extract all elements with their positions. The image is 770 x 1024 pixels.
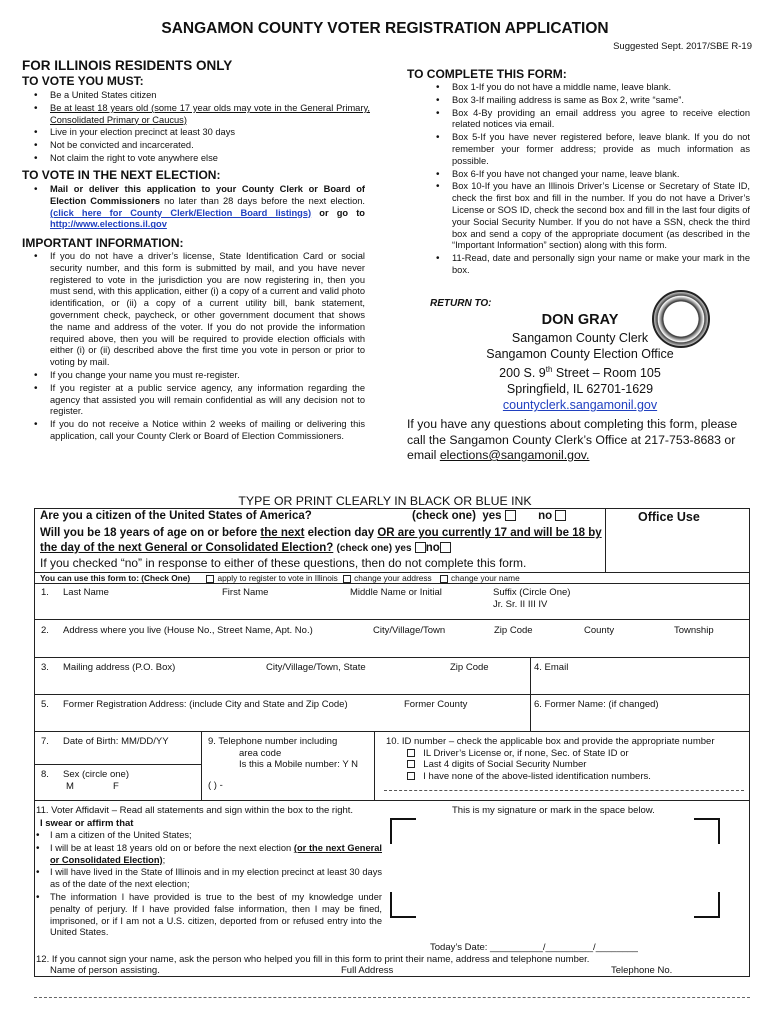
complete-item: • Box 4-By providing an email address you agree to receive election related notices via email.	[432, 108, 750, 132]
id-number-section: 10. ID number – check the applicable box and provide the appropriate number IL Driver’s License or, if none, Sec. of State ID or Last 4 digits of Social Security Number I have none of the above-listed identification numbers.	[386, 736, 715, 782]
signature-label: This is my signature or mark in the space below.	[452, 805, 655, 816]
clerk-street: 200 S. 9th Street – Room 105	[499, 365, 661, 381]
change-address-checkbox[interactable]	[343, 575, 351, 583]
must-item: • Be at least 18 years old (some 17 year olds may vote in the General Primary, Consolidated Primary or Caucus)	[30, 103, 370, 127]
assistant-instruction: 12. If you cannot sign your name, ask the person who helped you fill in this form to print their name, address and telephone number.	[36, 954, 590, 965]
complete-item: • Box 5-If you have never registered before, leave blank. If you do not remember your former address; provide as much information as possible.	[432, 132, 750, 167]
next-election-item	[30, 184, 365, 231]
complete-item: • 11-Read, date and personally sign your name or make your mark in the box.	[432, 253, 750, 277]
affidavit-heading: 11. Voter Affidavit – Read all statements and sign within the box to the right.	[36, 805, 354, 816]
middle-name-field[interactable]: Middle Name or Initial	[350, 587, 442, 598]
row2-num: 2.	[41, 625, 49, 636]
questions-text: If you have any questions about completing this form, please call the Sangamon County Clerk’s Office at 217-753-8683 or email elections@sangamonil.gov.	[407, 417, 738, 462]
next-election-bold: Mail or deliver this application to your County Clerk or Board of Election Commissioners	[50, 184, 365, 206]
complete-item: • Box 1-If you do not have a middle name, leave blank.	[432, 82, 750, 94]
complete-item: • Box 10-If you have an Illinois Driver’s License or Secretary of State ID, check the first box and fill in the number. If you do not have a Driver’s License or SOS ID, check the second box and fill in the last four digits of your Social Security Number. If you do not have a SSN, check the third box and send a copy of the appropriate document (as described in the “Important Information” section) along with this form.	[432, 181, 750, 252]
next-election-list	[30, 184, 365, 232]
mailing-city-field[interactable]: City/Village/Town, State	[266, 662, 366, 673]
suffix-options[interactable]: Jr. Sr. II III IV	[493, 599, 548, 610]
important-item: • If you register at a public service agency, any information regarding the agency that assisted you will remain confidential as will any decision not to register.	[30, 383, 365, 418]
age-yes-checkbox[interactable]	[415, 542, 426, 553]
sex-female-option[interactable]: F	[113, 781, 119, 792]
residence-address-field[interactable]: Address where you live (House No., Street Name, Apt. No.)	[63, 625, 313, 636]
must-item: • Live in your election precinct at least 30 days	[30, 127, 370, 139]
must-item: • Not be convicted and incarcerated.	[30, 140, 370, 152]
citizen-no-checkbox[interactable]	[555, 510, 566, 521]
former-address-field[interactable]: Former Registration Address: (include City and State and Zip Code)	[63, 699, 348, 710]
no-id-checkbox[interactable]	[407, 772, 415, 780]
complete-item: • Box 6-If you have not changed your name, leave blank.	[432, 169, 750, 181]
affidavit-item: • I am a citizen of the United States;	[32, 830, 382, 842]
first-name-field[interactable]: First Name	[222, 587, 269, 598]
mailing-address-field[interactable]: Mailing address (P.O. Box)	[63, 662, 176, 673]
no-warning: If you checked “no” in response to either of these questions, then do not complete this form.	[40, 556, 527, 570]
assistant-name-field[interactable]: Name of person assisting.	[50, 965, 160, 976]
clerk-title: Sangamon County Clerk	[511, 331, 649, 345]
form-version: Suggested Sept. 2017/SBE R-19	[613, 41, 752, 52]
important-item: • If you change your name you must re-register.	[30, 370, 365, 382]
important-item: • If you do not receive a Notice within 2 weeks of mailing or delivering this application, call your County Clerk or Board of Election Commissioners.	[30, 419, 365, 443]
use-form-row: You can use this form to: (Check One) apply to register to vote in Illinois change your address change your name	[40, 573, 520, 583]
last-name-field[interactable]: Last Name	[63, 587, 109, 598]
important-heading: IMPORTANT INFORMATION:	[22, 236, 184, 250]
complete-list	[432, 82, 750, 278]
illinois-heading: FOR ILLINOIS RESIDENTS ONLY	[22, 58, 233, 73]
form-title: SANGAMON COUNTY VOTER REGISTRATION APPLICATION	[161, 20, 609, 37]
citizen-yes-checkbox[interactable]	[505, 510, 516, 521]
office-use-label: Office Use	[638, 510, 700, 524]
next-election-heading: TO VOTE IN THE NEXT ELECTION:	[22, 168, 221, 182]
next-election-rest: no later than 28 days before the next election.	[164, 195, 365, 206]
residence-county-field[interactable]: County	[584, 625, 615, 636]
must-list	[30, 90, 370, 166]
township-field[interactable]: Township	[674, 625, 714, 636]
swear-label: I swear or affirm that	[40, 818, 134, 829]
row3-num: 3.	[41, 662, 49, 673]
signature-box[interactable]	[390, 818, 720, 918]
assistant-address-field[interactable]: Full Address	[341, 965, 394, 976]
important-list	[30, 251, 365, 444]
change-name-checkbox[interactable]	[440, 575, 448, 583]
return-to-label: RETURN TO:	[430, 298, 492, 309]
register-checkbox[interactable]	[206, 575, 214, 583]
must-item: • Not claim the right to vote anywhere else	[30, 153, 370, 165]
affidavit-item: • I will have lived in the State of Illinois and in my election precinct at least 30 days as of the date of the next election;	[32, 867, 382, 891]
assistant-line[interactable]	[34, 997, 750, 998]
affidavit-item: • The information I have provided is true to the best of my knowledge under penalty of perjury. If I have provided false information, then I may be fined, imprisoned, or if I am not a U.S. citizen, deported from or refused entry into the United States.	[32, 892, 382, 939]
affidavit-list	[32, 830, 382, 940]
date-of-birth-field[interactable]: Date of Birth: MM/DD/YY	[63, 736, 169, 747]
email-field[interactable]: 4. Email	[534, 662, 569, 673]
important-item: • If you do not have a driver’s license, State Identification Card or social security number, and this form is submitted by mail, and you have never registered to vote in the jurisdiction you are now registering in, then you must send, with this application, either (i) a copy of a current and valid photo identification, or (ii) a copy of a current utility bill, bank statement, government check, paycheck, or other government document that shows the name and address of the voter. If you do not provide the information required above, then you will be required to provide election officials with either (i) or (ii) described above the first time you vote in person or prior to voting by mail.	[30, 251, 365, 369]
suffix-label: Suffix (Circle One)	[493, 587, 571, 598]
citizen-question: Are you a citizen of the United States of America?	[40, 510, 312, 522]
clerk-name: DON GRAY	[541, 312, 619, 328]
sex-male-option[interactable]: M	[66, 781, 74, 792]
clerk-website-link[interactable]: countyclerk.sangamonil.gov	[502, 398, 658, 413]
clerk-city: Springfield, IL 62701-1629	[506, 382, 654, 397]
county-clerk-listings-link[interactable]: (click here for County Clerk/Election Board listings)	[50, 207, 312, 218]
row5-num: 5.	[41, 699, 49, 710]
elections-gov-link[interactable]: http://www.elections.il.gov	[50, 219, 167, 230]
former-county-field[interactable]: Former County	[404, 699, 468, 710]
type-print-instruction: TYPE OR PRINT CLEARLY IN BLACK OR BLUE INK	[238, 494, 532, 508]
drivers-license-checkbox[interactable]	[407, 749, 415, 757]
clerk-address-block	[440, 330, 720, 413]
residence-city-field[interactable]: City/Village/Town	[373, 625, 446, 636]
complete-item: • Box 3-If mailing address is same as Box 2, write “same”.	[432, 95, 750, 107]
mailing-zip-field[interactable]: Zip Code	[450, 662, 489, 673]
residence-zip-field[interactable]: Zip Code	[494, 625, 533, 636]
age-no-checkbox[interactable]	[440, 542, 451, 553]
clerk-email-link[interactable]: elections@sangamonil.gov.	[439, 448, 590, 462]
row8-num: 8.	[41, 769, 49, 780]
assistant-phone-field[interactable]: Telephone No.	[611, 965, 673, 976]
row7-num: 7.	[41, 736, 49, 747]
phone-field[interactable]: 9. Telephone number including area code Is this a Mobile number: Y N ( ) -	[208, 736, 358, 791]
must-item: • Be a United States citizen	[30, 90, 370, 102]
to-vote-heading: TO VOTE YOU MUST:	[22, 74, 144, 88]
complete-heading: TO COMPLETE THIS FORM:	[407, 67, 567, 81]
id-number-line[interactable]	[384, 790, 744, 791]
clerk-office: Sangamon County Election Office	[486, 347, 674, 361]
citizen-check-one: (check one) yes no	[412, 510, 566, 522]
age-question: Will you be 18 years of age on or before the next election day OR are you currently 17 and will be 18 by the day of the next General or Consolidated Election? (check one) yes no	[40, 527, 602, 554]
former-name-field[interactable]: 6. Former Name: (if changed)	[534, 699, 659, 710]
ssn-checkbox[interactable]	[407, 760, 415, 768]
next-election-or: or go to	[319, 207, 365, 218]
affidavit-item: • I will be at least 18 years old on or before the next election (or the next General or Consolidated Election);	[32, 843, 382, 867]
todays-date-field[interactable]: Today’s Date: __________/_________/________	[430, 942, 638, 953]
row1-num: 1.	[41, 587, 49, 598]
sex-label: Sex (circle one)	[63, 769, 129, 780]
